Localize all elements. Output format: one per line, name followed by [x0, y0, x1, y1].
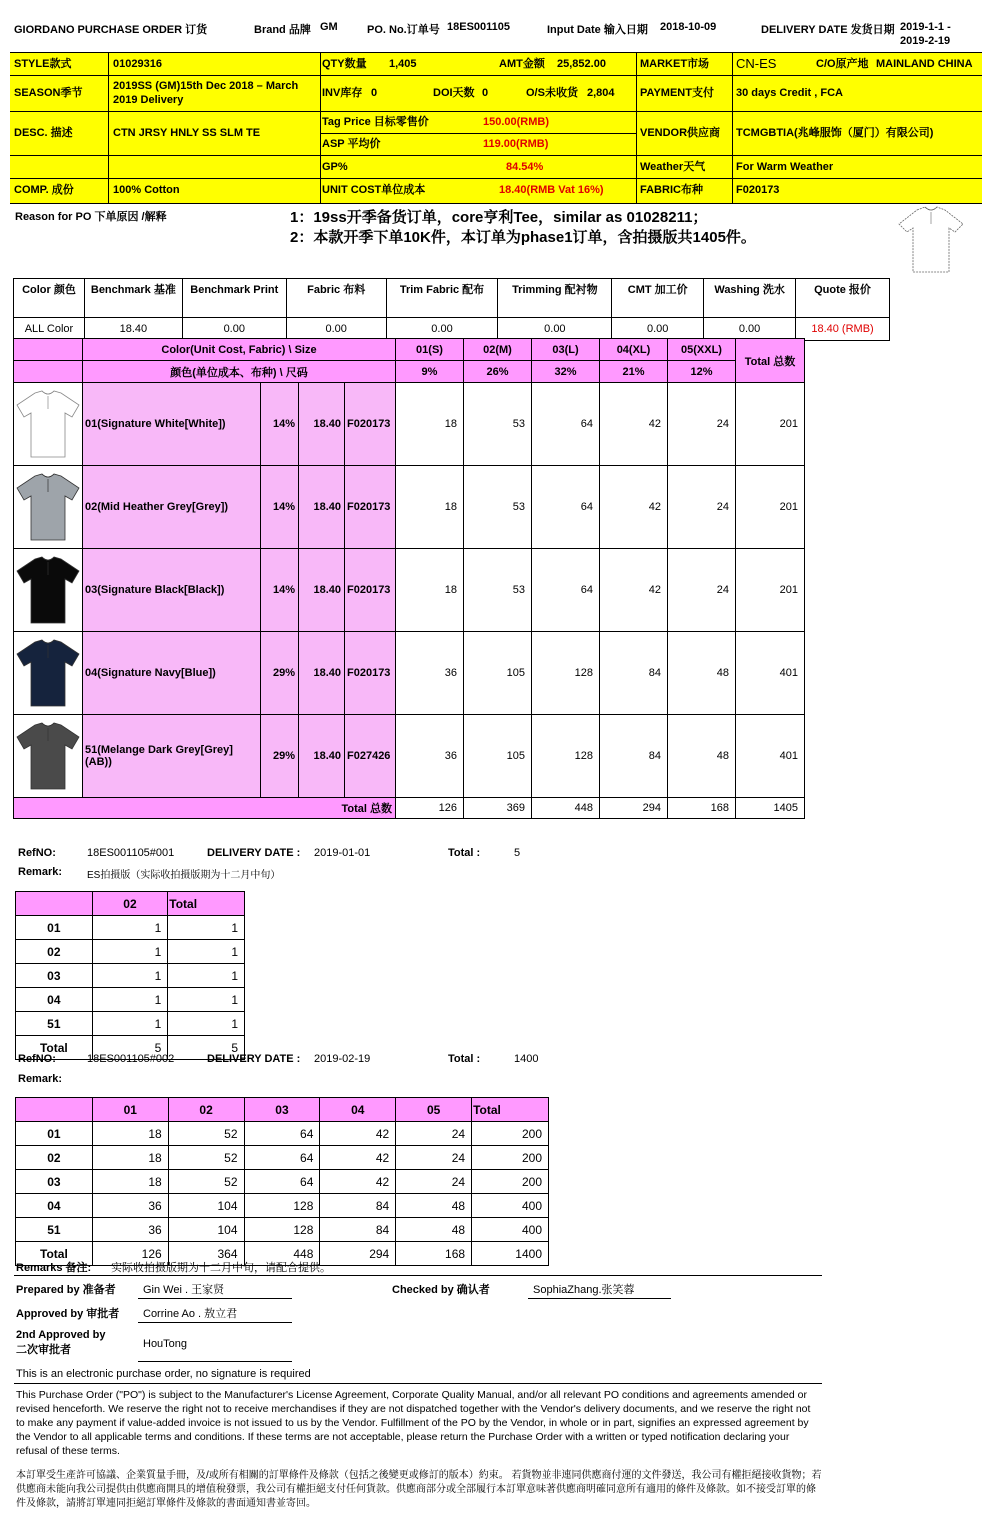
size-ratio-02: 26% — [464, 361, 532, 383]
qty-cell: 64 — [532, 466, 600, 549]
ref1-row-color: 01 — [16, 916, 93, 940]
ref1-row-color: 04 — [16, 988, 93, 1012]
color-fabric: F020173 — [345, 632, 396, 715]
ref2-row-qty: 24 — [396, 1170, 472, 1194]
ref1-total: 5 — [514, 847, 521, 859]
ref2-row-qty: 24 — [396, 1146, 472, 1170]
ref1-total-row-02: 5 — [92, 1036, 168, 1060]
shirt-image — [14, 466, 83, 549]
qty-label: QTY数量 — [322, 58, 367, 70]
ref2-header-blank — [16, 1098, 93, 1122]
comp-label: COMP. 成份 — [14, 184, 74, 196]
ref2-header-col: 01 — [92, 1098, 168, 1122]
weather-value: For Warm Weather — [736, 161, 834, 173]
ref2-row-qty: 84 — [320, 1194, 396, 1218]
color-fabric: F020173 — [345, 466, 396, 549]
ref2-row-qty: 128 — [244, 1194, 320, 1218]
ref1-row-total: 1 — [168, 1012, 245, 1036]
qty-cell: 64 — [532, 383, 600, 466]
terms-english: This Purchase Order ("PO") is subject to the Manufacturer's License Agreement, Corporate Quality Manual, and/or all relevant PO conditions and agreements amended or revised henceforth. We reserve the right not to receive merchandises if they are not dispatched together with the Vendor's delivery documents, and we reserve the right not to make any payment if value-added invoice is not issued to us by the Vendor. Fulfillment of the PO by the Vendor, in whole or in part, signifies an expressed agreement by the Vendor to all applicable terms and conditions. If these terms are not acceptable, please return the Purchase Order with a written or typed notification declaring your refusal of these terms. — [16, 1389, 811, 1457]
shirt-image — [14, 632, 83, 715]
ref2-row-color: 04 — [16, 1194, 93, 1218]
style-sketch-image — [895, 204, 967, 279]
ref2-row-qty: 36 — [92, 1194, 168, 1218]
ref1-row-qty: 1 — [92, 964, 168, 988]
size-header-02: 02(M) — [464, 339, 532, 361]
reason-line-2: 2：本款开季下单10K件，本订单为phase1订单，含拍摄版共1405件。 — [290, 229, 756, 246]
qty-cell: 24 — [668, 549, 736, 632]
inv-label: INV库存 — [322, 87, 363, 99]
image-header-cell-2 — [14, 361, 83, 383]
color-name: 02(Mid Heather Grey[Grey]) — [83, 466, 261, 549]
ref1-row-total: 1 — [168, 964, 245, 988]
ref1-row-qty: 1 — [92, 988, 168, 1012]
fabric-label: FABRIC布种 — [640, 184, 703, 196]
color-fabric: F020173 — [345, 549, 396, 632]
gp-value: 84.54% — [506, 161, 544, 173]
ref2-total-row-qty: 448 — [244, 1242, 320, 1266]
color-cost: 18.40 — [299, 383, 345, 466]
ref2-row-qty: 48 — [396, 1194, 472, 1218]
remarks-text: 实际收拍摄版期为十二月中旬，请配合提供。 — [111, 1262, 331, 1274]
cost-header-trim-fabric: Trim Fabric 配布 — [386, 279, 498, 318]
color-pct: 14% — [261, 549, 299, 632]
image-header-cell — [14, 339, 83, 361]
ref2-total: 1400 — [514, 1053, 539, 1065]
color-pct: 14% — [261, 383, 299, 466]
color-row — [14, 715, 805, 798]
ref2-row-qty: 400 — [472, 1194, 549, 1218]
ref2-row-qty: 24 — [396, 1122, 472, 1146]
ref2-total-row-qty: 126 — [92, 1242, 168, 1266]
qty-cell: 128 — [532, 632, 600, 715]
ref2-header-col: 02 — [168, 1098, 244, 1122]
vendor-value: TCMGBTIA(兆峰服饰（厦门）有限公司) — [736, 127, 934, 139]
po-number-label: PO. No.订单号 — [367, 24, 440, 36]
ref2-header-col: 03 — [244, 1098, 320, 1122]
ref1-header-blank — [16, 892, 93, 916]
ref2-row-qty: 400 — [472, 1218, 549, 1242]
grand-total-01: 126 — [396, 798, 464, 819]
ref2-row-qty: 104 — [168, 1194, 244, 1218]
remarks-label: Remarks 备注: — [16, 1262, 92, 1274]
qty-cell: 53 — [464, 466, 532, 549]
cost-value-benchmark: 18.40 — [84, 318, 182, 341]
qty-cell: 42 — [600, 549, 668, 632]
size-header-04: 04(XL) — [600, 339, 668, 361]
ref1-row-color: 03 — [16, 964, 93, 988]
cost-value-washing: 0.00 — [704, 318, 796, 341]
cost-header-color: Color 颜色 — [14, 279, 85, 318]
brand-label: Brand 品牌 — [254, 24, 311, 36]
grand-total-02: 369 — [464, 798, 532, 819]
season-value-2: 2019 Delivery — [113, 94, 184, 106]
shirt-icon — [14, 555, 82, 625]
size-header-05: 05(XXL) — [668, 339, 736, 361]
grand-total-03: 448 — [532, 798, 600, 819]
origin-value: MAINLAND CHINA — [876, 58, 973, 70]
color-cost: 18.40 — [299, 632, 345, 715]
cost-value-color: ALL Color — [14, 318, 85, 341]
ref1-remark: ES拍摄版（实际收拍摄版期为十二月中旬） — [87, 870, 281, 881]
cost-value-quote: 18.40 (RMB) — [796, 318, 890, 341]
market-label: MARKET市场 — [640, 58, 710, 70]
ref2-row-qty: 42 — [320, 1146, 396, 1170]
color-cost: 18.40 — [299, 715, 345, 798]
checked-by: SophiaZhang.张笑蓉 — [533, 1284, 635, 1296]
ref2-row-qty: 52 — [168, 1146, 244, 1170]
grand-total: 1405 — [736, 798, 805, 819]
grand-total-label: Total 总数 — [14, 798, 396, 819]
cost-header-fabric: Fabric 布料 — [286, 279, 386, 318]
fabric-value: F020173 — [736, 184, 780, 196]
second-approved-label-en: 2nd Approved by — [16, 1329, 106, 1341]
ref2-total-row-qty: 168 — [396, 1242, 472, 1266]
grand-total-05: 168 — [668, 798, 736, 819]
market-value: CN-ES — [736, 56, 777, 71]
second-approved-label-zh: 二次审批者 — [16, 1344, 71, 1356]
ref1-row — [16, 1012, 245, 1036]
ref2-row-qty: 128 — [244, 1218, 320, 1242]
delivery-date-label: DELIVERY DATE 发货日期 — [761, 24, 895, 36]
ref1-delivery-date: 2019-01-01 — [314, 847, 371, 859]
ref2-row-color: 51 — [16, 1218, 93, 1242]
row-total: 401 — [736, 715, 805, 798]
qty-cell: 24 — [668, 466, 736, 549]
ref1-table — [15, 891, 245, 1060]
size-header-03: 03(L) — [532, 339, 600, 361]
ref2-row-qty: 64 — [244, 1122, 320, 1146]
ref1-total-row-label: Total — [16, 1036, 93, 1060]
delivery-date-from: 2019-1-1 - — [900, 21, 951, 33]
vendor-label: VENDOR供应商 — [640, 127, 721, 139]
ref2-row-qty: 64 — [244, 1146, 320, 1170]
cost-header-cmt: CMT 加工价 — [612, 279, 704, 318]
cost-header-trimming: Trimming 配衬物 — [498, 279, 612, 318]
shirt-icon — [14, 638, 82, 708]
ref2-row — [16, 1122, 549, 1146]
doi-value: 0 — [482, 87, 489, 99]
ref2-remark-label: Remark: — [18, 1073, 63, 1085]
asp-label: ASP 平均价 — [322, 138, 381, 150]
ref1-number: 18ES001105#001 — [87, 847, 175, 859]
reason-line-1: 1：19ss开季备货订单，core亨利Tee，similar as 01028211； — [290, 209, 708, 226]
ref2-row-qty: 48 — [396, 1218, 472, 1242]
style-value: 01029316 — [113, 58, 162, 70]
ref1-row-qty: 1 — [92, 1012, 168, 1036]
cost-header-quote: Quote 报价 — [796, 279, 890, 318]
ref1-row-color: 51 — [16, 1012, 93, 1036]
color-size-header-zh: 颜色(单位成本、布种) \ 尺码 — [83, 361, 396, 383]
cost-value-trim-fabric: 0.00 — [386, 318, 498, 341]
ref1-row-total: 1 — [168, 916, 245, 940]
amt-label: AMT金额 — [499, 58, 545, 70]
ref2-total-row-qty: 364 — [168, 1242, 244, 1266]
size-ratio-05: 12% — [668, 361, 736, 383]
qty-value: 1,405 — [389, 58, 417, 70]
qty-cell: 18 — [396, 466, 464, 549]
shirt-icon — [14, 472, 82, 542]
ref1-row — [16, 916, 245, 940]
shirt-image — [14, 715, 83, 798]
ref1-label: RefNO: — [18, 847, 56, 859]
prepared-by: Gin Wei . 王家贤 — [143, 1284, 225, 1296]
cost-value-trimming: 0.00 — [498, 318, 612, 341]
tag-price-value: 150.00(RMB) — [483, 116, 550, 128]
ref2-total-row-qty: 294 — [320, 1242, 396, 1266]
origin-label: C/O原产地 — [816, 58, 869, 70]
row-total: 401 — [736, 632, 805, 715]
ref2-delivery-label: DELIVERY DATE : — [207, 1053, 301, 1065]
color-pct: 14% — [261, 466, 299, 549]
ref2-header-col: 04 — [320, 1098, 396, 1122]
shirt-icon — [14, 721, 82, 791]
ref2-row-qty: 64 — [244, 1170, 320, 1194]
ref2-number: 18ES001105#002 — [87, 1053, 175, 1065]
ref2-row — [16, 1146, 549, 1170]
delivery-date-to: 2019-2-19 — [900, 35, 951, 47]
cost-header-benchmark: Benchmark 基准 — [84, 279, 182, 318]
ref2-row — [16, 1218, 549, 1242]
color-name: 03(Signature Black[Black]) — [83, 549, 261, 632]
ref2-row-color: 03 — [16, 1170, 93, 1194]
size-ratio-01: 9% — [396, 361, 464, 383]
cost-value-cmt: 0.00 — [612, 318, 704, 341]
input-date-label: Input Date 输入日期 — [547, 24, 648, 36]
shirt-image — [14, 383, 83, 466]
style-label: STYLE款式 — [14, 58, 72, 70]
amt-value: 25,852.00 — [557, 58, 606, 70]
second-approved-by: HouTong — [143, 1338, 188, 1350]
row-total: 201 — [736, 466, 805, 549]
ref2-row-qty: 84 — [320, 1218, 396, 1242]
qty-cell: 18 — [396, 383, 464, 466]
tag-price-label: Tag Price 目标零售价 — [322, 116, 429, 128]
comp-value: 100% Cotton — [113, 184, 180, 196]
brand-value: GM — [320, 21, 338, 33]
approved-by: Corrine Ao . 敖立君 — [143, 1308, 238, 1320]
ref1-row-color: 02 — [16, 940, 93, 964]
ref2-row-qty: 36 — [92, 1218, 168, 1242]
cost-breakdown-table — [13, 278, 890, 341]
os-label: O/S未收货 — [526, 87, 578, 99]
ref2-row-color: 02 — [16, 1146, 93, 1170]
po-number: 18ES001105 — [447, 21, 511, 33]
qty-cell: 42 — [600, 466, 668, 549]
qty-cell: 105 — [464, 715, 532, 798]
ref2-row-qty: 104 — [168, 1218, 244, 1242]
ref1-header-02: 02 — [92, 892, 168, 916]
ref1-row — [16, 988, 245, 1012]
ref2-total-row-label: Total — [16, 1242, 93, 1266]
ref2-row-qty: 42 — [320, 1122, 396, 1146]
ref2-label: RefNO: — [18, 1053, 56, 1065]
grand-total-04: 294 — [600, 798, 668, 819]
ref2-total-label: Total : — [448, 1053, 481, 1065]
checked-by-label: Checked by 确认者 — [392, 1284, 490, 1296]
po-title: GIORDANO PURCHASE ORDER 订货 — [14, 24, 208, 36]
color-row — [14, 632, 805, 715]
cost-value-fabric: 0.00 — [286, 318, 386, 341]
qty-cell: 84 — [600, 715, 668, 798]
qty-cell: 36 — [396, 715, 464, 798]
ref2-header-col: Total — [472, 1098, 549, 1122]
prepared-by-label: Prepared by 准备者 — [16, 1284, 116, 1296]
qty-cell: 24 — [668, 383, 736, 466]
season-label: SEASON季节 — [14, 87, 83, 99]
ref2-row-qty: 18 — [92, 1170, 168, 1194]
ref2-table — [15, 1097, 549, 1266]
row-total: 201 — [736, 549, 805, 632]
unit-cost-value: 18.40(RMB Vat 16%) — [499, 184, 604, 196]
ref2-total-row-qty: 1400 — [472, 1242, 549, 1266]
ref1-delivery-label: DELIVERY DATE : — [207, 847, 301, 859]
color-fabric: F027426 — [345, 715, 396, 798]
ref1-header-total: Total — [168, 892, 245, 916]
color-row — [14, 466, 805, 549]
payment-label: PAYMENT支付 — [640, 87, 714, 99]
ref2-row — [16, 1170, 549, 1194]
ref2-delivery-date: 2019-02-19 — [314, 1053, 371, 1065]
color-fabric: F020173 — [345, 383, 396, 466]
terms-chinese: 本訂單受生產許可協議、企業質量手冊，及/或所有相關的訂單條件及條款（包括之後變更或修訂的版本）約束。 若貨物並非連同供應商付運的文件發送，我公司有權拒絕接收貨物；若供應商未能向我公司提供由供應商開具的增值稅發票，我公司有權拒絕支付任何貨款。供應商部分或全部履行本訂單意味著供應商明確同意所有適用的條件及條款。如不接受訂單的條件及條款，請將訂單連同拒絕訂單條件及條款的書面通知書並寄回。 — [16, 1470, 822, 1509]
ref2-row-qty: 52 — [168, 1170, 244, 1194]
ref2-header-col: 05 — [396, 1098, 472, 1122]
inv-value: 0 — [371, 87, 378, 99]
color-size-header-en: Color(Unit Cost, Fabric) \ Size — [83, 339, 396, 361]
ref2-row-qty: 42 — [320, 1170, 396, 1194]
payment-value: 30 days Credit , FCA — [736, 87, 843, 99]
ref2-row-qty: 200 — [472, 1122, 549, 1146]
qty-cell: 53 — [464, 383, 532, 466]
ref1-row — [16, 964, 245, 988]
ref1-row — [16, 940, 245, 964]
ref2-row-qty: 18 — [92, 1122, 168, 1146]
doi-label: DOI天数 — [433, 87, 475, 99]
color-name: 04(Signature Navy[Blue]) — [83, 632, 261, 715]
qty-cell: 84 — [600, 632, 668, 715]
season-value-1: 2019SS (GM)15th Dec 2018 – March — [113, 80, 299, 92]
weather-label: Weather天气 — [640, 161, 706, 173]
color-pct: 29% — [261, 632, 299, 715]
ref2-row — [16, 1194, 549, 1218]
qty-cell: 42 — [600, 383, 668, 466]
gp-label: GP% — [322, 161, 348, 173]
qty-cell: 53 — [464, 549, 532, 632]
row-total: 201 — [736, 383, 805, 466]
ref1-total-label: Total : — [448, 847, 481, 859]
color-pct: 29% — [261, 715, 299, 798]
color-row — [14, 383, 805, 466]
qty-cell: 18 — [396, 549, 464, 632]
color-cost: 18.40 — [299, 549, 345, 632]
ref1-row-total: 1 — [168, 940, 245, 964]
unit-cost-label: UNIT COST单位成本 — [322, 184, 426, 196]
ref2-row-qty: 52 — [168, 1122, 244, 1146]
cost-value-benchmark-print: 0.00 — [182, 318, 286, 341]
electronic-note: This is an electronic purchase order, no signature is required — [16, 1368, 311, 1380]
size-header-01: 01(S) — [396, 339, 464, 361]
reason-label: Reason for PO 下单原因 /解释 — [15, 211, 167, 223]
color-name: 01(Signature White[White]) — [83, 383, 261, 466]
ref1-remark-label: Remark: — [18, 866, 63, 878]
color-cost: 18.40 — [299, 466, 345, 549]
color-row — [14, 549, 805, 632]
total-header: Total 总数 — [736, 339, 805, 383]
os-value: 2,804 — [587, 87, 615, 99]
qty-cell: 36 — [396, 632, 464, 715]
size-ratio-03: 32% — [532, 361, 600, 383]
ref1-row-total: 1 — [168, 988, 245, 1012]
ref1-row-qty: 1 — [92, 940, 168, 964]
qty-cell: 105 — [464, 632, 532, 715]
approved-by-label: Approved by 审批者 — [16, 1308, 120, 1320]
cost-header-benchmark-print: Benchmark Print — [182, 279, 286, 318]
input-date: 2018-10-09 — [660, 21, 717, 33]
ref2-row-qty: 18 — [92, 1146, 168, 1170]
ref1-row-qty: 1 — [92, 916, 168, 940]
qty-cell: 64 — [532, 549, 600, 632]
qty-cell: 128 — [532, 715, 600, 798]
ref1-total-row-total: 5 — [168, 1036, 245, 1060]
desc-value: CTN JRSY HNLY SS SLM TE — [113, 127, 261, 139]
color-name: 51(Melange Dark Grey[Grey] (AB)) — [83, 715, 261, 798]
shirt-image — [14, 549, 83, 632]
cost-header-washing: Washing 洗水 — [704, 279, 796, 318]
qty-cell: 48 — [668, 632, 736, 715]
color-size-table — [13, 338, 805, 819]
qty-cell: 48 — [668, 715, 736, 798]
desc-label: DESC. 描述 — [14, 127, 73, 139]
size-ratio-04: 21% — [600, 361, 668, 383]
ref2-row-qty: 200 — [472, 1170, 549, 1194]
shirt-icon — [14, 389, 82, 459]
ref2-row-color: 01 — [16, 1122, 93, 1146]
asp-value: 119.00(RMB) — [483, 138, 549, 150]
ref2-row-qty: 200 — [472, 1146, 549, 1170]
